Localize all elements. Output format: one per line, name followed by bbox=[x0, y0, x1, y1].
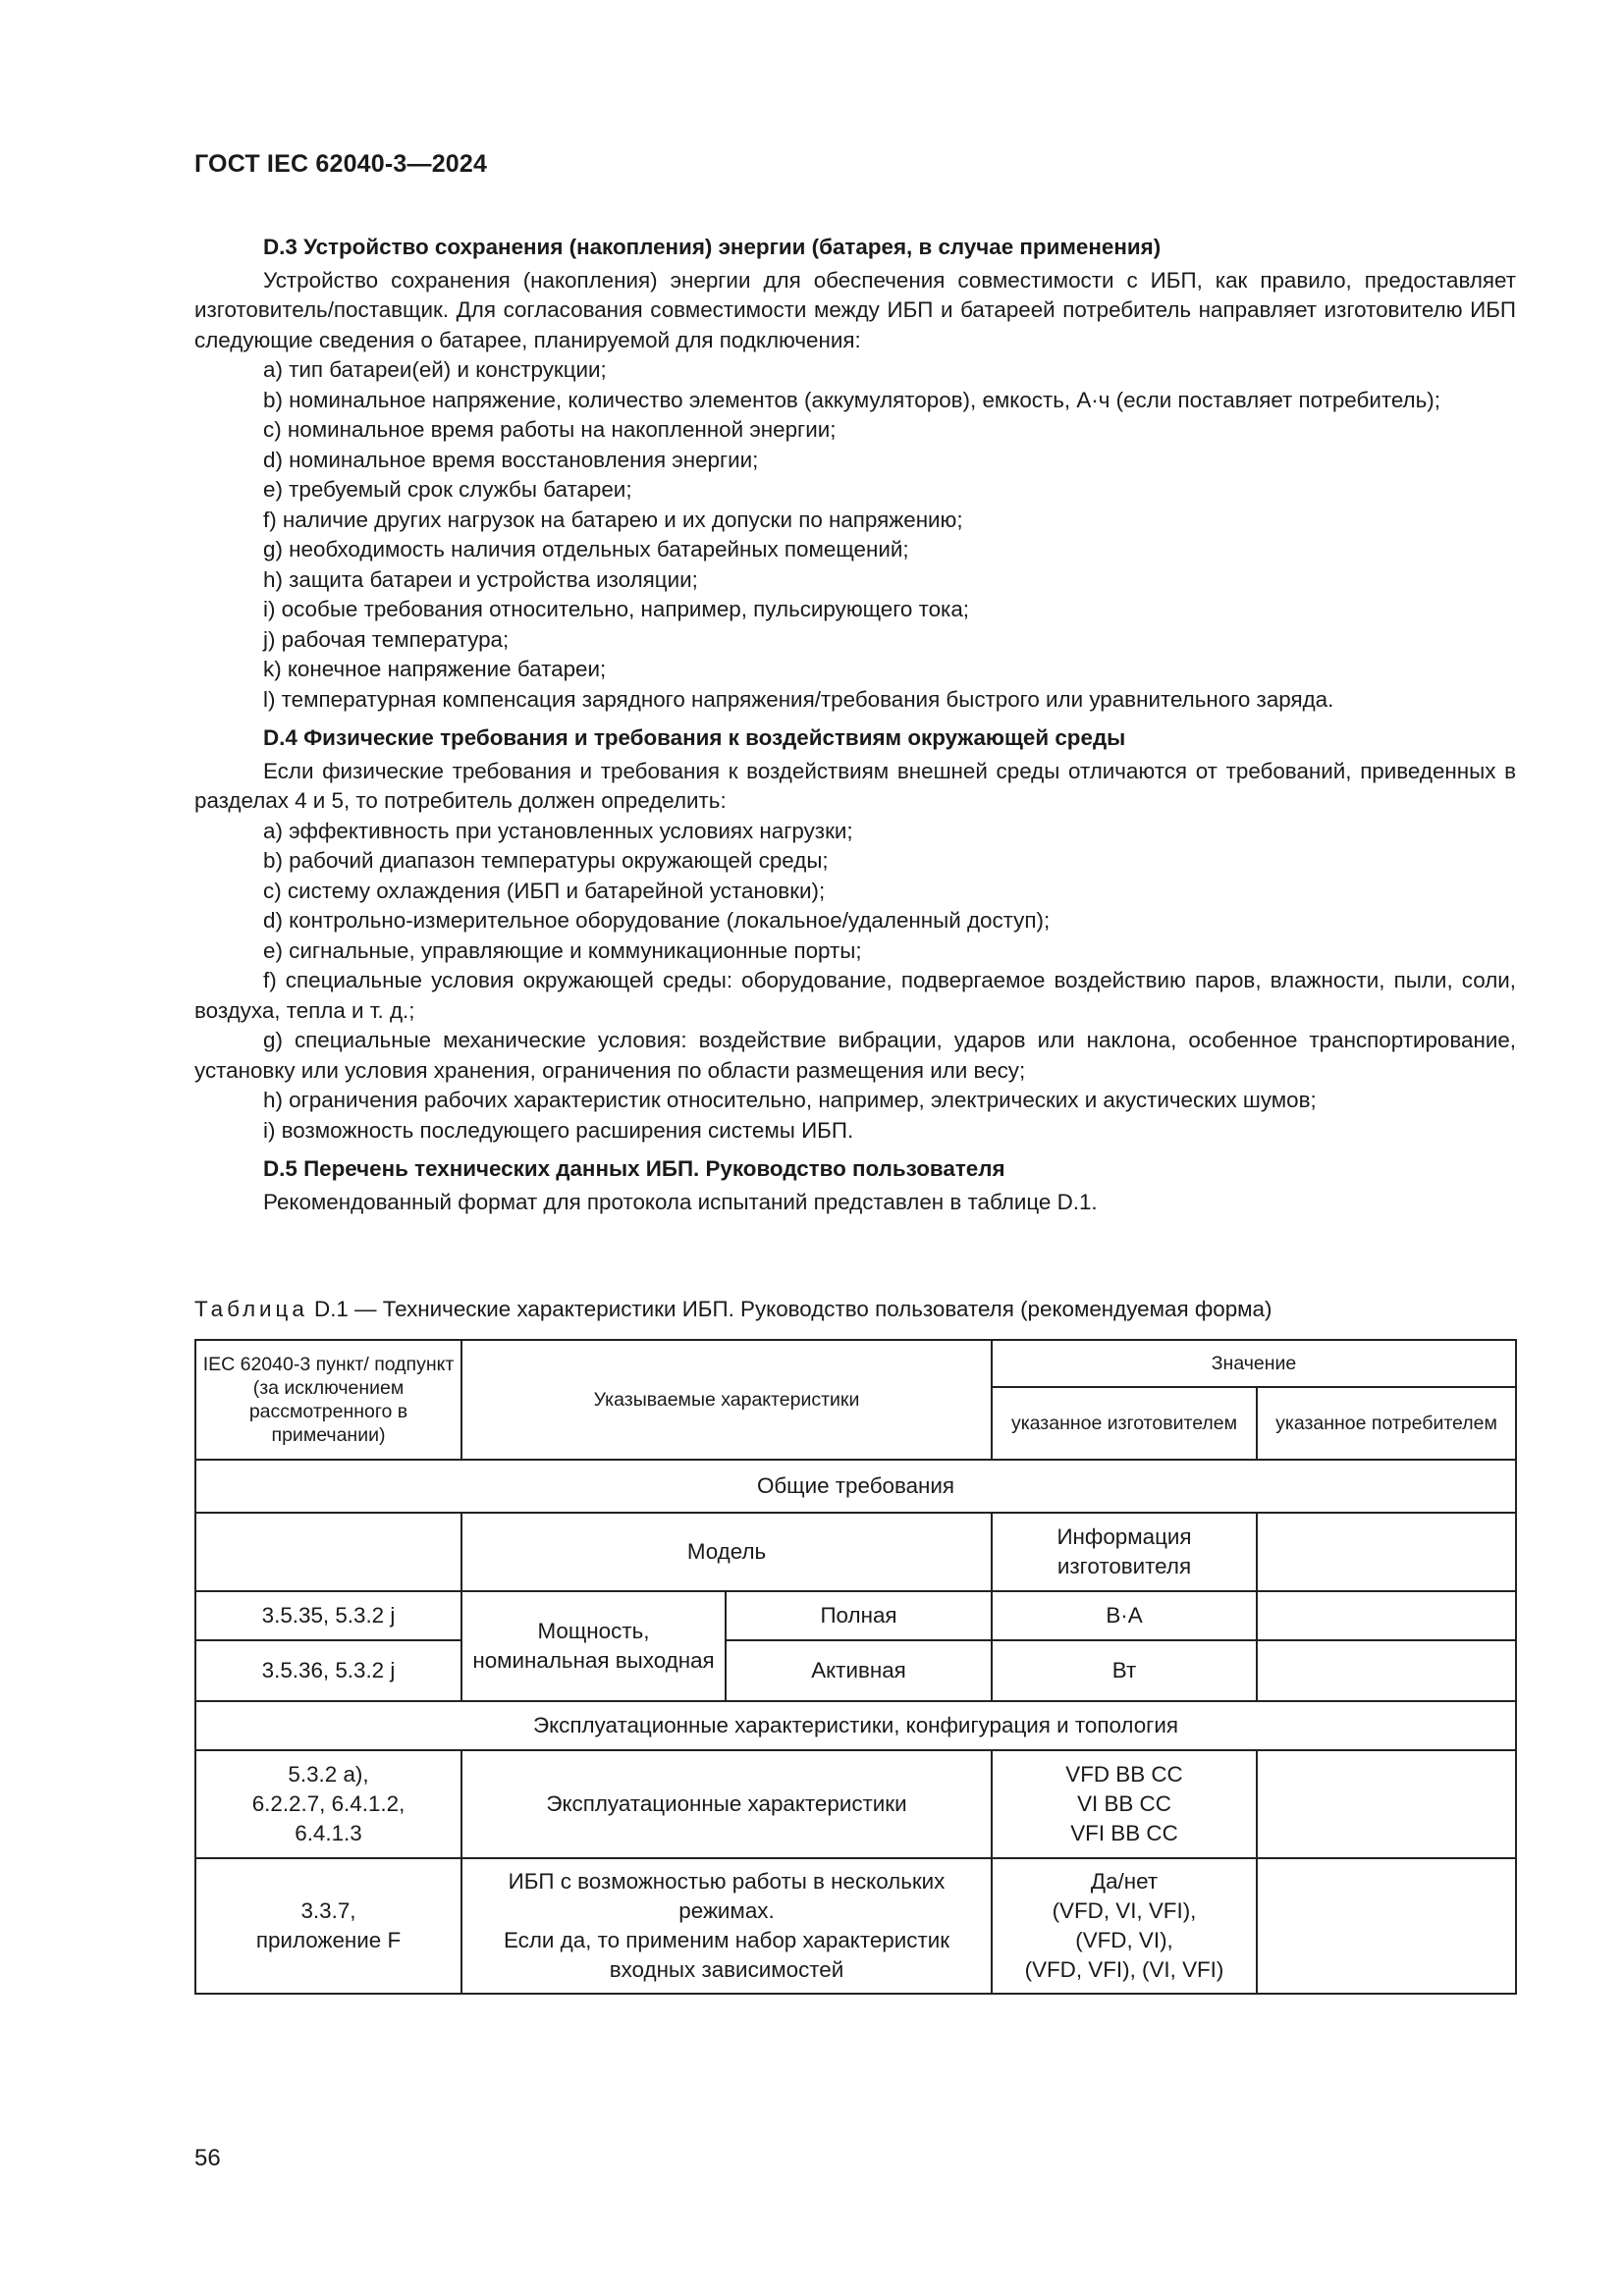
list-item: h) ограничения рабочих характеристик относительно, например, электрических и акустических шумов; bbox=[263, 1088, 1317, 1112]
list-item: d) контрольно-измерительное оборудование (локальное/удаленный доступ); bbox=[263, 908, 1051, 933]
cell-characteristic: Модель bbox=[461, 1513, 992, 1591]
cell-clause: 3.5.35, 5.3.2 j bbox=[195, 1591, 461, 1640]
list-item: a) эффективность при установленных условиях нагрузки; bbox=[263, 818, 853, 843]
section-d5 bbox=[194, 1154, 1516, 1217]
cell-power-type: Полная bbox=[726, 1591, 992, 1640]
table-row bbox=[195, 1591, 1516, 1640]
list-item: b) рабочий диапазон температуры окружающей среды; bbox=[263, 848, 829, 873]
section-heading: D.3 Устройство сохранения (накопления) энергии (батарея, в случае применения) bbox=[263, 235, 1162, 259]
section-d4 bbox=[194, 723, 1516, 1146]
cell-clause: 3.3.7, приложение F bbox=[195, 1858, 461, 1994]
table-section-row bbox=[195, 1701, 1516, 1750]
header-by-customer: указанное потребителем bbox=[1257, 1387, 1516, 1460]
list-item: b) номинальное напряжение, количество элементов (аккумуляторов), емкость, А·ч (если поставляет потребитель); bbox=[263, 387, 1440, 412]
list-item: a) тип батареи(ей) и конструкции; bbox=[263, 357, 607, 382]
list-item: f) наличие других нагрузок на батарею и их допуски по напряжению; bbox=[263, 507, 963, 532]
table-row bbox=[195, 1750, 1516, 1858]
section-heading: D.5 Перечень технических данных ИБП. Руководство пользователя bbox=[263, 1156, 1005, 1181]
cell-clause: 5.3.2 а), 6.2.2.7, 6.4.1.2, 6.4.1.3 bbox=[195, 1750, 461, 1858]
cell-power-label: Мощность, номинальная выходная bbox=[461, 1591, 726, 1701]
cell-clause: 3.5.36, 5.3.2 j bbox=[195, 1640, 461, 1701]
list-item: f) специальные условия окружающей среды: оборудование, подвергаемое воздействию паров, влажности, пыли, соли, воздуха, тепла и т. д.; bbox=[194, 968, 1516, 1023]
header-clause: IEC 62040-3 пункт/ подпункт (за исключением рассмотренного в примечании) bbox=[195, 1340, 461, 1460]
spec-table bbox=[194, 1339, 1517, 1995]
cell-power-type: Активная bbox=[726, 1640, 992, 1701]
cell-customer bbox=[1257, 1750, 1516, 1858]
list-item: i) возможность последующего расширения системы ИБП. bbox=[263, 1117, 854, 1143]
cell-manufacturer: В·А bbox=[992, 1591, 1257, 1640]
page-number: 56 bbox=[194, 2145, 221, 2171]
cell-manufacturer: VFD BB CC VI BB CC VFI BB CC bbox=[992, 1750, 1257, 1858]
section-intro: Если физические требования и требования к воздействиям внешней среды отличаются от требований, приведенных в разделах 4 и 5, то потребитель должен определить: bbox=[194, 758, 1516, 813]
cell-customer bbox=[1257, 1591, 1516, 1640]
cell-manufacturer: Вт bbox=[992, 1640, 1257, 1701]
list-item: g) специальные механические условия: воздействие вибрации, ударов или наклона, особенное транспортирование, установку или условия хранения, ограничения по области размещения или весу; bbox=[194, 1028, 1516, 1083]
section-d3 bbox=[194, 233, 1516, 715]
list-item: e) сигнальные, управляющие и коммуникационные порты; bbox=[263, 937, 862, 963]
section-intro: Рекомендованный формат для протокола испытаний представлен в таблице D.1. bbox=[263, 1189, 1098, 1214]
cell-customer bbox=[1257, 1858, 1516, 1994]
cell-customer bbox=[1257, 1513, 1516, 1591]
table-header-row bbox=[195, 1340, 1516, 1387]
list-item: i) особые требования относительно, например, пульсирующего тока; bbox=[263, 597, 970, 621]
cell-manufacturer: Информация изготовителя bbox=[992, 1513, 1257, 1591]
section-general: Общие требования bbox=[195, 1460, 1516, 1513]
cell-manufacturer: Да/нет (VFD, VI, VFI), (VFD, VI), (VFD, VFI), (VI, VFI) bbox=[992, 1858, 1257, 1994]
document-body bbox=[194, 224, 1516, 1217]
cell-characteristic: ИБП с возможностью работы в нескольких режимах. Если да, то применим набор характеристик входных зависимостей bbox=[461, 1858, 992, 1994]
header-by-manufacturer: указанное изготовителем bbox=[992, 1387, 1257, 1460]
table-caption bbox=[194, 1295, 1272, 1324]
list-item: c) систему охлаждения (ИБП и батарейной установки); bbox=[263, 878, 826, 903]
table-row bbox=[195, 1513, 1516, 1591]
table-section-row bbox=[195, 1460, 1516, 1513]
list-item: l) температурная компенсация зарядного напряжения/требования быстрого или уравнительного заряда. bbox=[263, 686, 1334, 712]
table-caption-text: D.1 — Технические характеристики ИБП. Руководство пользователя (рекомендуемая форма) bbox=[314, 1297, 1272, 1321]
cell-characteristic: Эксплуатационные характеристики bbox=[461, 1750, 992, 1858]
table-row bbox=[195, 1640, 1516, 1701]
list-item: k) конечное напряжение батареи; bbox=[263, 657, 607, 681]
list-item: c) номинальное время работы на накопленной энергии; bbox=[263, 417, 837, 442]
document-header: ГОСТ IEC 62040-3—2024 bbox=[194, 150, 488, 178]
cell-customer bbox=[1257, 1640, 1516, 1701]
header-characteristics: Указываемые характеристики bbox=[461, 1340, 992, 1460]
list-item: g) необходимость наличия отдельных батарейных помещений; bbox=[263, 537, 909, 561]
section-heading: D.4 Физические требования и требования к воздействиям окружающей среды bbox=[263, 725, 1126, 750]
list-item: j) рабочая температура; bbox=[263, 626, 510, 652]
list-item: e) требуемый срок службы батареи; bbox=[263, 477, 632, 502]
table-row bbox=[195, 1858, 1516, 1994]
section-intro: Устройство сохранения (накопления) энергии для обеспечения совместимости с ИБП, как правило, предоставляет изготовитель/поставщик. Для согласования совместимости между ИБП и батареей потребитель направляет изготовителю ИБП следующие сведения о батарее, планируемой для подключения: bbox=[194, 267, 1516, 352]
section-operational: Эксплуатационные характеристики, конфигурация и топология bbox=[195, 1701, 1516, 1750]
cell-clause bbox=[195, 1513, 461, 1591]
list-item: h) защита батареи и устройства изоляции; bbox=[263, 566, 698, 592]
header-value: Значение bbox=[992, 1340, 1516, 1387]
list-item: d) номинальное время восстановления энергии; bbox=[263, 447, 759, 472]
table-caption-label: Таблица bbox=[194, 1297, 308, 1321]
